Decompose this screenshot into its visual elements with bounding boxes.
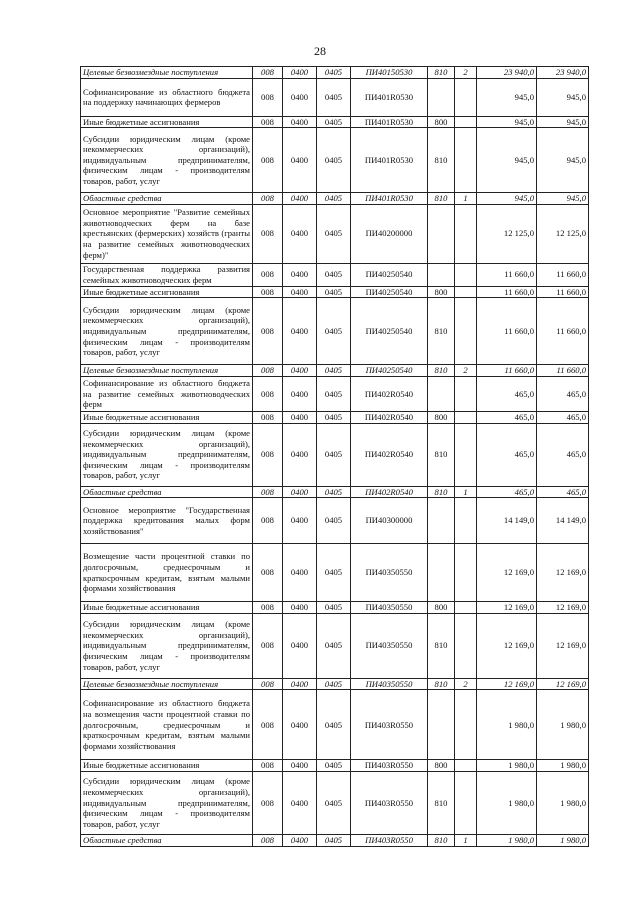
funding-source-code: 1 [455,193,477,205]
ministry-code: 008 [253,544,283,602]
amount-cell: 12 169,0 [477,678,537,690]
subsection-code: 0405 [317,760,351,772]
target-article-code: ПИ40350550 [351,613,428,678]
amount-cell: 11 660,0 [477,263,537,286]
expense-type-code [428,690,455,760]
expense-type-code [428,78,455,116]
total-cell: 12 169,0 [537,678,589,690]
subsection-code: 0405 [317,204,351,263]
funding-source-code [455,690,477,760]
total-cell: 11 660,0 [537,298,589,365]
table-row [81,678,589,690]
target-article-code: ПИ403R0550 [351,760,428,772]
expense-type-code: 800 [428,411,455,423]
target-article-code: ПИ403R0550 [351,771,428,834]
total-cell: 11 660,0 [537,263,589,286]
row-name: Софинансирование из областного бюджета на возмещения части процентной ставки по долгосрочным, среднесрочным и краткосрочным кредитам, взятым малыми формами хозяйствования [81,690,253,760]
target-article-code: ПИ402R0540 [351,376,428,411]
subsection-code: 0405 [317,286,351,298]
amount-cell: 1 980,0 [477,760,537,772]
expense-type-code: 810 [428,613,455,678]
table-row [81,760,589,772]
target-article-code: ПИ402R0540 [351,423,428,486]
subsection-code: 0405 [317,423,351,486]
target-article-code: ПИ402R0540 [351,486,428,498]
amount-cell: 14 149,0 [477,498,537,544]
row-name: Возмещение части процентной ставки по долгосрочным, среднесрочным и краткосрочным кредитам, взятым малыми формами хозяйствования [81,544,253,602]
target-article-code: ПИ40300000 [351,498,428,544]
total-cell: 945,0 [537,78,589,116]
row-name: Иные бюджетные ассигнования [81,116,253,128]
row-name: Иные бюджетные ассигнования [81,760,253,772]
total-cell: 465,0 [537,376,589,411]
subsection-code: 0405 [317,834,351,846]
row-name: Областные средства [81,486,253,498]
page-number: 28 [314,44,326,58]
expense-type-code: 800 [428,760,455,772]
target-article-code: ПИ40350550 [351,544,428,602]
table-row [81,376,589,411]
funding-source-code: 2 [455,678,477,690]
ministry-code: 008 [253,116,283,128]
subsection-code: 0405 [317,690,351,760]
expense-type-code: 810 [428,128,455,193]
total-cell: 945,0 [537,116,589,128]
expense-type-code: 810 [428,834,455,846]
ministry-code: 008 [253,263,283,286]
subsection-code: 0405 [317,613,351,678]
expense-type-code: 810 [428,67,455,79]
section-code: 0400 [283,376,317,411]
table-row [81,263,589,286]
target-article-code: ПИ40250540 [351,286,428,298]
total-cell: 945,0 [537,193,589,205]
subsection-code: 0405 [317,486,351,498]
amount-cell: 1 980,0 [477,834,537,846]
row-name: Иные бюджетные ассигнования [81,602,253,614]
target-article-code: ПИ401R0530 [351,78,428,116]
amount-cell: 12 169,0 [477,613,537,678]
table-row [81,298,589,365]
expense-type-code: 800 [428,116,455,128]
subsection-code: 0405 [317,263,351,286]
table-row [81,116,589,128]
amount-cell: 11 660,0 [477,298,537,365]
funding-source-code: 1 [455,486,477,498]
target-article-code: ПИ401R0530 [351,116,428,128]
amount-cell: 945,0 [477,116,537,128]
amount-cell: 11 660,0 [477,365,537,377]
table-row [81,67,589,79]
funding-source-code [455,376,477,411]
row-name: Основное мероприятие "Развитие семейных животноводческих ферм на базе крестьянских (фермерских) хозяйств (гранты на развитие семейных животноводческих ферм)" [81,204,253,263]
row-name: Субсидии юридическим лицам (кроме некоммерческих организаций), индивидуальным предпринимателям, физическим лицам - производителям товаров, работ, услуг [81,298,253,365]
funding-source-code [455,602,477,614]
table-row [81,486,589,498]
ministry-code: 008 [253,78,283,116]
row-name: Основное мероприятие "Государственная поддержка кредитования малых форм хозяйствования" [81,498,253,544]
row-name: Субсидии юридическим лицам (кроме некоммерческих организаций), индивидуальным предпринимателям, физическим лицам - производителям товаров, работ, услуг [81,128,253,193]
funding-source-code: 2 [455,365,477,377]
row-name: Субсидии юридическим лицам (кроме некоммерческих организаций), индивидуальным предпринимателям, физическим лицам - производителям товаров, работ, услуг [81,771,253,834]
ministry-code: 008 [253,67,283,79]
subsection-code: 0405 [317,411,351,423]
target-article-code: ПИ40150530 [351,67,428,79]
amount-cell: 945,0 [477,193,537,205]
ministry-code: 008 [253,486,283,498]
ministry-code: 008 [253,771,283,834]
funding-source-code [455,204,477,263]
subsection-code: 0405 [317,602,351,614]
section-code: 0400 [283,678,317,690]
amount-cell: 12 169,0 [477,602,537,614]
funding-source-code [455,78,477,116]
expense-type-code [428,544,455,602]
section-code: 0400 [283,67,317,79]
expense-type-code: 810 [428,298,455,365]
table-row [81,365,589,377]
subsection-code: 0405 [317,678,351,690]
expense-type-code [428,498,455,544]
ministry-code: 008 [253,204,283,263]
target-article-code: ПИ402R0540 [351,411,428,423]
amount-cell: 23 940,0 [477,67,537,79]
ministry-code: 008 [253,298,283,365]
amount-cell: 12 169,0 [477,544,537,602]
row-name: Областные средства [81,193,253,205]
subsection-code: 0405 [317,376,351,411]
total-cell: 12 169,0 [537,544,589,602]
amount-cell: 11 660,0 [477,286,537,298]
ministry-code: 008 [253,498,283,544]
section-code: 0400 [283,298,317,365]
table-row [81,204,589,263]
section-code: 0400 [283,204,317,263]
target-article-code: ПИ40250540 [351,263,428,286]
section-code: 0400 [283,128,317,193]
section-code: 0400 [283,760,317,772]
total-cell: 465,0 [537,486,589,498]
amount-cell: 12 125,0 [477,204,537,263]
amount-cell: 1 980,0 [477,771,537,834]
funding-source-code [455,298,477,365]
amount-cell: 465,0 [477,423,537,486]
total-cell: 1 980,0 [537,760,589,772]
ministry-code: 008 [253,602,283,614]
expense-type-code: 810 [428,771,455,834]
ministry-code: 008 [253,613,283,678]
total-cell: 1 980,0 [537,771,589,834]
section-code: 0400 [283,486,317,498]
funding-source-code [455,263,477,286]
ministry-code: 008 [253,678,283,690]
row-name: Областные средства [81,834,253,846]
subsection-code: 0405 [317,498,351,544]
subsection-code: 0405 [317,544,351,602]
row-name: Государственная поддержка развития семейных животноводческих ферм [81,263,253,286]
subsection-code: 0405 [317,193,351,205]
row-name: Целевые безвозмездные поступления [81,678,253,690]
funding-source-code [455,116,477,128]
subsection-code: 0405 [317,116,351,128]
funding-source-code [455,613,477,678]
expense-type-code: 810 [428,423,455,486]
row-name: Иные бюджетные ассигнования [81,286,253,298]
total-cell: 11 660,0 [537,365,589,377]
table-row [81,771,589,834]
funding-source-code [455,771,477,834]
ministry-code: 008 [253,193,283,205]
section-code: 0400 [283,602,317,614]
total-cell: 945,0 [537,128,589,193]
target-article-code: ПИ40350550 [351,678,428,690]
row-name: Субсидии юридическим лицам (кроме некоммерческих организаций), индивидуальным предпринимателям, физическим лицам - производителям товаров, работ, услуг [81,613,253,678]
total-cell: 14 149,0 [537,498,589,544]
expense-type-code: 810 [428,193,455,205]
row-name: Софинансирование из областного бюджета на развитие семейных животноводческих ферм [81,376,253,411]
amount-cell: 945,0 [477,128,537,193]
total-cell: 11 660,0 [537,286,589,298]
table-row [81,286,589,298]
funding-source-code [455,128,477,193]
expense-type-code: 800 [428,286,455,298]
ministry-code: 008 [253,834,283,846]
table-row [81,78,589,116]
section-code: 0400 [283,286,317,298]
target-article-code: ПИ40350550 [351,602,428,614]
section-code: 0400 [283,690,317,760]
total-cell: 12 169,0 [537,613,589,678]
section-code: 0400 [283,423,317,486]
table-row [81,602,589,614]
ministry-code: 008 [253,690,283,760]
funding-source-code [455,498,477,544]
ministry-code: 008 [253,423,283,486]
target-article-code: ПИ40250540 [351,298,428,365]
table-row [81,411,589,423]
section-code: 0400 [283,613,317,678]
ministry-code: 008 [253,286,283,298]
budget-table-body [81,67,589,847]
subsection-code: 0405 [317,78,351,116]
table-row [81,128,589,193]
ministry-code: 008 [253,128,283,193]
section-code: 0400 [283,116,317,128]
ministry-code: 008 [253,760,283,772]
ministry-code: 008 [253,411,283,423]
table-row [81,613,589,678]
target-article-code: ПИ401R0530 [351,128,428,193]
total-cell: 465,0 [537,423,589,486]
section-code: 0400 [283,78,317,116]
expense-type-code: 810 [428,486,455,498]
section-code: 0400 [283,193,317,205]
section-code: 0400 [283,263,317,286]
table-row [81,193,589,205]
target-article-code: ПИ403R0550 [351,690,428,760]
subsection-code: 0405 [317,771,351,834]
funding-source-code [455,286,477,298]
expense-type-code: 810 [428,365,455,377]
section-code: 0400 [283,834,317,846]
target-article-code: ПИ403R0550 [351,834,428,846]
target-article-code: ПИ40250540 [351,365,428,377]
row-name: Целевые безвозмездные поступления [81,365,253,377]
expense-type-code [428,376,455,411]
amount-cell: 465,0 [477,486,537,498]
section-code: 0400 [283,498,317,544]
total-cell: 23 940,0 [537,67,589,79]
section-code: 0400 [283,411,317,423]
subsection-code: 0405 [317,67,351,79]
amount-cell: 465,0 [477,376,537,411]
row-name: Софинансирование из областного бюджета на поддержку начинающих фермеров [81,78,253,116]
total-cell: 1 980,0 [537,834,589,846]
budget-table [80,66,589,847]
expense-type-code: 800 [428,602,455,614]
table-row [81,834,589,846]
ministry-code: 008 [253,365,283,377]
expense-type-code [428,263,455,286]
table-row [81,423,589,486]
section-code: 0400 [283,771,317,834]
expense-type-code: 810 [428,678,455,690]
expense-type-code [428,204,455,263]
table-row [81,498,589,544]
funding-source-code [455,544,477,602]
total-cell: 12 169,0 [537,602,589,614]
section-code: 0400 [283,365,317,377]
amount-cell: 1 980,0 [477,690,537,760]
total-cell: 12 125,0 [537,204,589,263]
ministry-code: 008 [253,376,283,411]
total-cell: 1 980,0 [537,690,589,760]
funding-source-code [455,760,477,772]
table-row [81,544,589,602]
table-row [81,690,589,760]
subsection-code: 0405 [317,298,351,365]
subsection-code: 0405 [317,365,351,377]
row-name: Субсидии юридическим лицам (кроме некоммерческих организаций), индивидуальным предпринимателям, физическим лицам - производителям товаров, работ, услуг [81,423,253,486]
row-name: Иные бюджетные ассигнования [81,411,253,423]
section-code: 0400 [283,544,317,602]
target-article-code: ПИ40200000 [351,204,428,263]
total-cell: 465,0 [537,411,589,423]
amount-cell: 465,0 [477,411,537,423]
amount-cell: 945,0 [477,78,537,116]
funding-source-code: 2 [455,67,477,79]
funding-source-code [455,411,477,423]
funding-source-code: 1 [455,834,477,846]
subsection-code: 0405 [317,128,351,193]
row-name: Целевые безвозмездные поступления [81,67,253,79]
funding-source-code [455,423,477,486]
target-article-code: ПИ401R0530 [351,193,428,205]
